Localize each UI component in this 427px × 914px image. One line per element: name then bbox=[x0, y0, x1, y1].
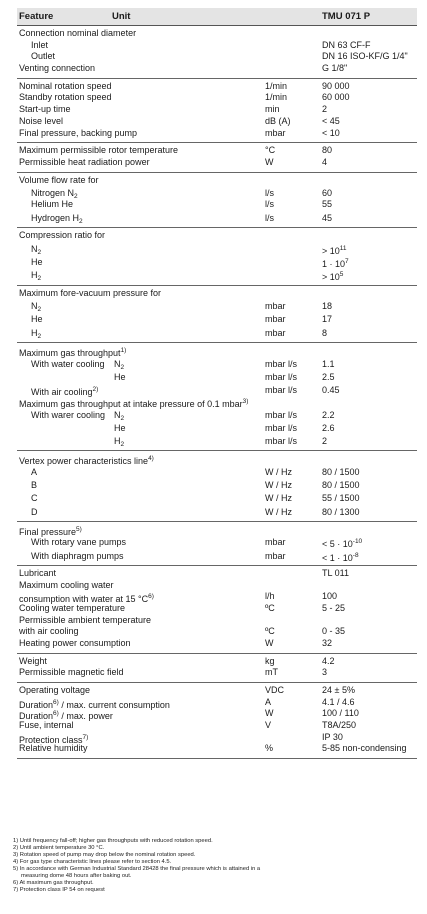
cell-text: Vertex power characteristics line bbox=[19, 456, 149, 467]
cell-text: 0.45 bbox=[322, 384, 340, 395]
cell-text: 1/min bbox=[265, 92, 288, 103]
cell-text: 2 bbox=[120, 441, 125, 449]
cell-text: l/s bbox=[265, 213, 274, 224]
cell-text: Duration bbox=[19, 711, 54, 722]
table-row bbox=[17, 104, 417, 116]
cell-text: Nitrogen N bbox=[31, 188, 75, 199]
table-row bbox=[17, 255, 417, 268]
table-row bbox=[17, 116, 417, 128]
cell-text: With diaphragm pumps bbox=[31, 550, 124, 561]
cell-text: 5-85 non-condensing bbox=[322, 743, 407, 754]
cell-text: l/s bbox=[265, 188, 274, 199]
cell-text: mbar bbox=[265, 301, 286, 312]
cell-text: 100 / 110 bbox=[322, 708, 359, 719]
cell-text: IP 30 bbox=[322, 731, 343, 742]
cell-text: Maximum permissible rotor temperature bbox=[19, 145, 179, 156]
cell-text: W / Hz bbox=[265, 480, 292, 491]
cell-text: mbar l/s bbox=[265, 371, 298, 382]
cell-text: mbar l/s bbox=[265, 358, 298, 369]
table-row bbox=[17, 230, 417, 242]
cell-text: 2 bbox=[120, 363, 125, 371]
cell-text: 80 / 1500 bbox=[322, 467, 360, 477]
cell-text: B bbox=[31, 480, 38, 491]
cell-text bbox=[114, 434, 124, 452]
group-vertex bbox=[17, 451, 417, 521]
cell-text: With water cooling bbox=[31, 358, 105, 369]
table-row bbox=[17, 743, 417, 755]
footnote: measuring dome 48 hours after baking out. bbox=[21, 873, 132, 879]
table-row bbox=[17, 288, 417, 300]
cell-text: 1/min bbox=[265, 80, 288, 91]
cell-text: 45 bbox=[322, 213, 333, 224]
cell-text: min bbox=[265, 104, 280, 115]
cell-text: dB (A) bbox=[265, 115, 291, 126]
cell-text: With rotary vane pumps bbox=[31, 537, 127, 548]
cell-text: Heating power consumption bbox=[19, 637, 131, 648]
table-row bbox=[17, 453, 417, 465]
cell-text: 1 · 10 bbox=[322, 259, 346, 270]
table-row bbox=[17, 128, 417, 140]
table-row bbox=[17, 145, 417, 157]
cell-text: 2) bbox=[92, 385, 99, 393]
cell-text: with air cooling bbox=[19, 626, 79, 637]
cell-text: Permissible ambient temperature bbox=[19, 614, 152, 625]
cell-text: mbar bbox=[265, 537, 286, 548]
cell-text bbox=[322, 549, 359, 565]
cell-text: Inlet bbox=[31, 39, 49, 50]
cell-text: Maximum fore-vacuum pressure for bbox=[19, 287, 162, 298]
group-flow bbox=[17, 173, 417, 229]
cell-text: H bbox=[31, 270, 38, 281]
table-row bbox=[17, 175, 417, 187]
cell-text: Permissible magnetic field bbox=[19, 667, 124, 678]
table-row bbox=[17, 580, 417, 592]
table-row bbox=[17, 396, 417, 408]
cell-text: Fuse, internal bbox=[19, 720, 74, 731]
cell-text: W bbox=[265, 156, 274, 167]
table-row bbox=[17, 505, 417, 518]
cell-text: mbar l/s bbox=[265, 409, 298, 420]
cell-text: Weight bbox=[19, 655, 47, 666]
cell-text: mbar l/s bbox=[265, 422, 298, 433]
table-row bbox=[17, 211, 417, 224]
cell-text: 2 bbox=[37, 306, 42, 314]
table-row bbox=[17, 157, 417, 169]
footnote: 5) In accordance with German Industrial Standard 28428 the final pressure which is attained in a bbox=[13, 866, 261, 872]
table-row bbox=[17, 357, 417, 370]
cell-text: 4.2 bbox=[322, 655, 335, 666]
spec-table bbox=[17, 8, 417, 759]
cell-text: 5 - 25 bbox=[322, 602, 346, 613]
cell-text: A bbox=[31, 467, 38, 477]
cell-text: 2 bbox=[74, 193, 78, 201]
cell-text: TL 011 bbox=[322, 567, 350, 578]
cell-text: N bbox=[31, 244, 38, 254]
cell-text: Hydrogen H bbox=[31, 213, 80, 224]
cell-text: Start-up time bbox=[19, 104, 71, 115]
cell-text: 1.1 bbox=[322, 358, 335, 369]
table-row bbox=[17, 732, 417, 744]
table-row bbox=[17, 524, 417, 536]
footnote: 4) For gas type characteristic lines please refer to section 4.5. bbox=[13, 859, 172, 865]
cell-text: W bbox=[265, 708, 274, 719]
table-header bbox=[17, 8, 417, 26]
cell-text: 80 / 1500 bbox=[322, 480, 360, 491]
cell-text: / max. current consumption bbox=[61, 699, 170, 710]
table-row bbox=[17, 626, 417, 638]
cell-text: N bbox=[114, 358, 121, 369]
table-row bbox=[17, 615, 417, 627]
table-row bbox=[17, 697, 417, 709]
group-rotor bbox=[17, 143, 417, 172]
cell-text: 32 bbox=[322, 637, 333, 648]
cell-text: 100 bbox=[322, 591, 338, 602]
cell-text bbox=[31, 326, 41, 344]
cell-text: 24 ± 5% bbox=[322, 685, 355, 695]
table-row bbox=[17, 656, 417, 668]
group-forevacuum bbox=[17, 286, 417, 343]
table-row bbox=[17, 465, 417, 478]
cell-text: Operating voltage bbox=[19, 685, 91, 695]
cell-text: T8A/250 bbox=[322, 720, 357, 731]
group-weight bbox=[17, 654, 417, 683]
table-row bbox=[17, 242, 417, 255]
cell-text: Compression ratio for bbox=[19, 230, 106, 241]
cell-text: 4) bbox=[148, 455, 154, 463]
header-model: TMU 071 P bbox=[322, 11, 371, 22]
table-row bbox=[17, 370, 417, 383]
cell-text: Connection nominal diameter bbox=[19, 28, 137, 38]
cell-text: Duration bbox=[19, 699, 54, 710]
cell-text: With warer cooling bbox=[31, 409, 106, 420]
table-row bbox=[17, 591, 417, 603]
cell-text: Protection class bbox=[19, 734, 83, 745]
table-row bbox=[17, 535, 417, 548]
cell-text: 7 bbox=[345, 258, 349, 266]
cell-text: °C bbox=[265, 145, 276, 156]
cell-text: Noise level bbox=[19, 115, 64, 126]
cell-text: Relative humidity bbox=[19, 743, 88, 754]
cell-text: -8 bbox=[352, 551, 359, 559]
cell-text: > 10 bbox=[322, 272, 340, 283]
cell-text: 2 bbox=[322, 436, 328, 447]
group-throughput bbox=[17, 343, 417, 452]
cell-text: Cooling water temperature bbox=[19, 602, 126, 613]
cell-text: 80 / 1300 bbox=[322, 506, 360, 517]
cell-text: H bbox=[114, 436, 121, 447]
table-row bbox=[17, 685, 417, 697]
cell-text: 55 / 1500 bbox=[322, 493, 360, 504]
footnote: 1) Until frequency fall-off; higher gas throughputs with reduced rotation speed. bbox=[13, 838, 213, 844]
table-row bbox=[17, 299, 417, 312]
cell-text: < 1 · 10 bbox=[322, 552, 353, 563]
cell-text: Maximum gas throughput bbox=[19, 347, 121, 358]
cell-text: mbar bbox=[265, 127, 286, 138]
table-row bbox=[17, 51, 417, 63]
cell-text: -10 bbox=[352, 538, 363, 546]
table-row bbox=[17, 434, 417, 447]
cell-text: 6) bbox=[53, 710, 59, 718]
cell-text: G 1/8" bbox=[322, 63, 348, 74]
table-row bbox=[17, 478, 417, 491]
table-row bbox=[17, 568, 417, 580]
cell-text: V bbox=[265, 720, 272, 731]
cell-text: 11 bbox=[339, 245, 347, 252]
table-row bbox=[17, 199, 417, 211]
cell-text: mbar l/s bbox=[265, 384, 298, 395]
table-row bbox=[17, 549, 417, 562]
table-row bbox=[17, 383, 417, 396]
cell-text: He bbox=[31, 314, 43, 325]
table-row bbox=[17, 720, 417, 732]
cell-text: 2 bbox=[37, 249, 42, 256]
table-row bbox=[17, 81, 417, 93]
cell-text: ºC bbox=[265, 626, 275, 637]
cell-text: 0 - 35 bbox=[322, 626, 346, 637]
cell-text: 2 bbox=[37, 275, 42, 283]
table-row bbox=[17, 92, 417, 104]
cell-text: He bbox=[114, 422, 126, 433]
cell-text: 7) bbox=[82, 733, 89, 741]
cell-text: A bbox=[265, 696, 272, 707]
cell-text: 17 bbox=[322, 314, 333, 325]
cell-text: Lubricant bbox=[19, 567, 57, 578]
table-row bbox=[17, 186, 417, 199]
cell-text: 3 bbox=[322, 667, 328, 678]
cell-text: 1) bbox=[120, 346, 127, 354]
group-cooling bbox=[17, 566, 417, 654]
cell-text: > 10 bbox=[322, 246, 340, 256]
cell-text: Nominal rotation speed bbox=[19, 80, 112, 91]
cell-text bbox=[31, 268, 41, 286]
cell-text: He bbox=[31, 257, 43, 268]
table-row bbox=[17, 345, 417, 357]
group-electrical bbox=[17, 683, 417, 759]
group-connection bbox=[17, 26, 417, 79]
cell-text: N bbox=[114, 409, 121, 420]
cell-text: Standby rotation speed bbox=[19, 92, 112, 103]
cell-text: / max. power bbox=[61, 711, 113, 722]
cell-text: VDC bbox=[265, 685, 285, 695]
cell-text: 6) bbox=[53, 698, 59, 706]
footnote: 7) Protection class IP 54 on request bbox=[13, 887, 105, 893]
cell-text: l/h bbox=[265, 591, 275, 602]
cell-text: mbar bbox=[265, 550, 286, 561]
cell-text: mT bbox=[265, 667, 278, 678]
cell-text: Maximum cooling water bbox=[19, 579, 114, 590]
cell-text: DN 16 ISO-KF/G 1/4" bbox=[322, 51, 408, 62]
table-row bbox=[17, 421, 417, 434]
cell-text: 60 000 bbox=[322, 92, 350, 103]
cell-text: C bbox=[31, 493, 38, 504]
cell-text: 2 bbox=[79, 218, 83, 226]
cell-text: N bbox=[31, 301, 38, 312]
cell-text: 2 bbox=[120, 414, 125, 422]
cell-text: consumption with water at 15 °C bbox=[19, 594, 149, 605]
cell-text bbox=[322, 268, 343, 284]
cell-text: 18 bbox=[322, 301, 333, 312]
cell-text: 4.1 / 4.6 bbox=[322, 696, 355, 707]
cell-text bbox=[31, 211, 83, 229]
cell-text: 80 bbox=[322, 145, 333, 156]
table-row bbox=[17, 312, 417, 325]
cell-text: 2.6 bbox=[322, 422, 335, 433]
table-row bbox=[17, 63, 417, 75]
cell-text: Volume flow rate for bbox=[19, 174, 99, 185]
footnote: 6) At maximum gas throughput. bbox=[13, 880, 94, 886]
cell-text: W bbox=[265, 637, 274, 648]
footnote: 3) Rotation speed of pump may drop below the nominal rotation speed. bbox=[13, 852, 196, 858]
cell-text: H bbox=[31, 327, 38, 338]
group-compression bbox=[17, 228, 417, 285]
footnotes bbox=[13, 838, 418, 894]
cell-text: l/s bbox=[265, 199, 274, 210]
cell-text: mbar bbox=[265, 327, 286, 338]
cell-text: Permissible heat radiation power bbox=[19, 156, 150, 167]
table-row bbox=[17, 638, 417, 650]
cell-text: He bbox=[114, 371, 126, 382]
cell-text: 5) bbox=[76, 525, 82, 533]
cell-text: D bbox=[31, 506, 38, 517]
table-row bbox=[17, 326, 417, 339]
header-unit: Unit bbox=[112, 11, 131, 22]
table-row bbox=[17, 603, 417, 615]
table-row bbox=[17, 28, 417, 40]
cell-text: DN 63 CF-F bbox=[322, 39, 371, 50]
cell-text: 5 bbox=[339, 271, 344, 279]
cell-text: < 5 · 10 bbox=[322, 539, 353, 550]
cell-text: 2 bbox=[322, 104, 328, 115]
cell-text: Helium He bbox=[31, 199, 74, 210]
cell-text: ºC bbox=[265, 602, 275, 613]
cell-text: mbar bbox=[265, 314, 286, 325]
table-row bbox=[17, 268, 417, 281]
cell-text: 3) bbox=[242, 398, 249, 406]
table-row bbox=[17, 667, 417, 679]
cell-text: W / Hz bbox=[265, 493, 292, 504]
table-row bbox=[17, 491, 417, 504]
footnote: 2) Until ambient temperature 30 °C. bbox=[13, 845, 105, 851]
cell-text: Maximum gas throughput at intake pressure of 0.1 mbar bbox=[19, 399, 243, 410]
cell-text: 60 bbox=[322, 188, 333, 199]
cell-text: W / Hz bbox=[265, 467, 292, 477]
cell-text: % bbox=[265, 743, 274, 754]
cell-text: W / Hz bbox=[265, 506, 292, 517]
table-row bbox=[17, 40, 417, 52]
cell-text: With air cooling bbox=[31, 386, 93, 397]
table-row bbox=[17, 408, 417, 421]
cell-text: Final pressure, backing pump bbox=[19, 127, 138, 138]
cell-text: 55 bbox=[322, 199, 333, 210]
cell-text: 2 bbox=[37, 332, 42, 340]
group-final-pressure bbox=[17, 522, 417, 566]
cell-text: 2.2 bbox=[322, 409, 335, 420]
cell-text: Venting connection bbox=[19, 63, 96, 74]
cell-text: Outlet bbox=[31, 51, 56, 62]
cell-text: Final pressure bbox=[19, 526, 77, 537]
cell-text: 6) bbox=[148, 593, 154, 601]
cell-text: 4 bbox=[322, 156, 328, 167]
group-speed bbox=[17, 79, 417, 143]
cell-text: kg bbox=[265, 655, 275, 666]
cell-text: 90 000 bbox=[322, 80, 350, 91]
header-feature: Feature bbox=[19, 11, 54, 22]
cell-text: < 45 bbox=[322, 115, 340, 126]
cell-text: 8 bbox=[322, 327, 328, 338]
table-row bbox=[17, 708, 417, 720]
cell-text: 2.5 bbox=[322, 371, 335, 382]
cell-text: mbar l/s bbox=[265, 436, 298, 447]
cell-text: < 10 bbox=[322, 127, 340, 138]
